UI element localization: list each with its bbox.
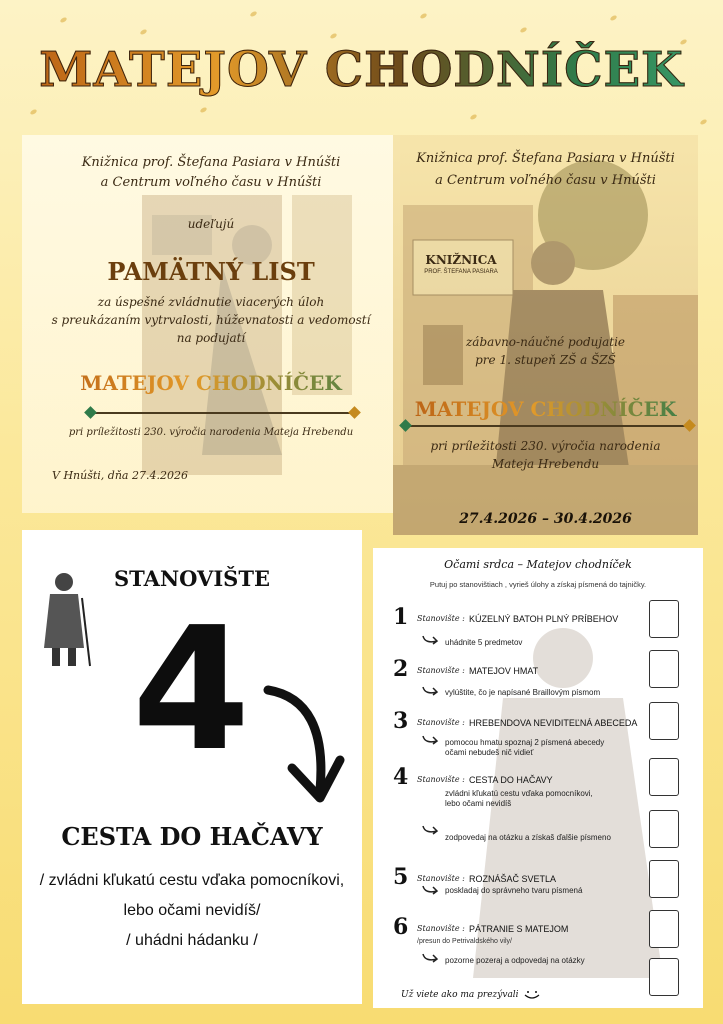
smiley-icon xyxy=(523,990,541,1000)
step-4-label: Stanovište : xyxy=(417,775,465,784)
poster-divider xyxy=(407,425,687,427)
step-5-label: Stanovište : xyxy=(417,874,465,883)
poster-occasion-1: pri príležitosti 230. výročia narodenia xyxy=(430,439,661,453)
step-2-arrow-icon xyxy=(421,685,439,697)
certificate-occasion: pri príležitosti 230. výročia narodenia Mateja Hrebendu xyxy=(68,427,354,438)
step-2-task: vylúštite, čo je napísané Braillovým písmom xyxy=(445,688,601,697)
poster-panel xyxy=(393,135,698,535)
certificate-event-name: MATEJOV CHODNÍČEK xyxy=(22,371,400,395)
step-4-checkbox[interactable] xyxy=(649,758,679,796)
step-3-task-1: pomocou hmatu spoznaj 2 písmená abecedy xyxy=(445,738,605,747)
step-1-title: KÚZELNÝ BATOH PLNÝ PRÍBEHOV xyxy=(469,614,619,624)
poster-event-type-1: zábavno-náučné podujatie xyxy=(465,335,626,349)
step-4-title: CESTA DO HAČAVY xyxy=(469,775,553,785)
step-4-task-1: zvládni kľukatú cestu vďaka pomocníkovi, xyxy=(445,789,593,798)
poster-org-line1: Knižnica prof. Štefana Pasiara v Hnúšti xyxy=(416,151,675,166)
certificate-text-3: na podujatí xyxy=(176,331,246,345)
step-2-number: 2 xyxy=(393,656,409,682)
certificate-heading: PAMÄTNÝ LIST xyxy=(107,257,315,286)
step-4-task-2: lebo očami nevidíš xyxy=(445,799,512,808)
step-6-number: 6 xyxy=(393,914,409,940)
step-4-number: 4 xyxy=(393,764,409,790)
certificate-text-2: s preukázaním vytrvalosti, húževnatosti a vedomostí xyxy=(51,313,371,327)
certificate-text-1: za úspešné zvládnutie viacerých úloh xyxy=(97,295,325,309)
step-5-title: ROZNÁŠAČ SVETLA xyxy=(469,874,557,884)
step-3-checkbox[interactable] xyxy=(649,702,679,740)
poster-event-name: MATEJOV CHODNÍČEK xyxy=(393,397,698,421)
step-5-task: poskladaj do správneho tvaru písmená xyxy=(445,886,583,895)
station-number: 4 xyxy=(132,591,251,789)
station-name: CESTA DO HAČAVY xyxy=(61,822,323,851)
certificate-divider xyxy=(92,412,352,414)
step-1-task: uhádnite 5 predmetov xyxy=(445,638,523,647)
step-5-checkbox[interactable] xyxy=(649,860,679,898)
step-2-label: Stanovište : xyxy=(417,666,465,675)
step-4-extra-task: zodpovedaj na otázku a získaš ďalšie písmeno xyxy=(445,833,611,842)
certificate-org-line2: a Centrum voľného času v Hnúšti xyxy=(100,175,322,190)
step-1-checkbox[interactable] xyxy=(649,600,679,638)
step-3-title: HREBENDOVA NEVIDITEĽNÁ ABECEDA xyxy=(469,718,638,728)
certificate-awards: udeľujú xyxy=(187,217,235,231)
poster-event-type-2: pre 1. stupeň ZŠ a ŠZŠ xyxy=(475,353,616,367)
poster-org-line2: a Centrum voľného času v Hnúšti xyxy=(435,173,656,188)
step-1-label: Stanovište : xyxy=(417,614,465,623)
station-task-2: lebo očami nevidíš/ xyxy=(123,902,261,919)
certificate-org-line1: Knižnica prof. Štefana Pasiara v Hnúšti xyxy=(81,155,341,170)
step-2-title: MATEJOV HMAT xyxy=(469,666,539,676)
certificate-panel xyxy=(22,135,400,513)
step-3-task-2: očami nebudeš nič vidieť xyxy=(445,748,534,757)
library-sign: KNIŽNICA xyxy=(425,253,497,267)
checklist-card xyxy=(373,548,703,1008)
step-5-number: 5 xyxy=(393,864,409,890)
step-6-extra-checkbox[interactable] xyxy=(649,958,679,996)
curved-arrow-icon xyxy=(258,680,348,810)
step-6-arrow-icon xyxy=(421,952,439,964)
step-1-arrow-icon xyxy=(421,634,439,646)
checklist-instruction: Putuj po stanovištiach , vyrieš úlohy a získaj písmená do tajničky. xyxy=(429,580,647,589)
step-5-arrow-icon xyxy=(421,884,439,896)
station-task-3: / uhádni hádanku / xyxy=(126,932,258,949)
step-6-task: pozorne pozeraj a odpovedaj na otázky xyxy=(445,956,585,965)
station-card xyxy=(22,530,362,1004)
step-3-label: Stanovište : xyxy=(417,718,465,727)
step-4-arrow-icon xyxy=(421,824,439,836)
step-1-number: 1 xyxy=(393,604,409,630)
step-6-title: PÁTRANIE S MATEJOM xyxy=(469,924,569,934)
step-2-checkbox[interactable] xyxy=(649,650,679,688)
step-6-note: /presun do Petrivaldského vily/ xyxy=(417,938,512,945)
checklist-title: Očami srdca – Matejov chodníček xyxy=(444,558,632,571)
station-task-1: / zvládni kľukatú cestu vďaka pomocníkovi, xyxy=(39,872,345,889)
poster-occasion-2: Mateja Hrebendu xyxy=(491,457,600,471)
certificate-place-date: V Hnúšti, dňa 27.4.2026 xyxy=(52,469,188,482)
step-4-extra-checkbox[interactable] xyxy=(649,810,679,848)
page-title: MATEJOV CHODNÍČEK xyxy=(0,42,723,98)
step-6-checkbox[interactable] xyxy=(649,910,679,948)
checklist-footer: Už viete ako ma prezývali xyxy=(401,990,519,1000)
step-3-arrow-icon xyxy=(421,734,439,746)
step-6-label: Stanovište : xyxy=(417,924,465,933)
step-3-number: 3 xyxy=(393,708,409,734)
station-label: STANOVIŠTE xyxy=(114,566,270,591)
poster-date-range: 27.4.2026 – 30.4.2026 xyxy=(459,511,632,527)
library-sign-subtitle: PROF. ŠTEFANA PASIARA xyxy=(424,269,498,275)
